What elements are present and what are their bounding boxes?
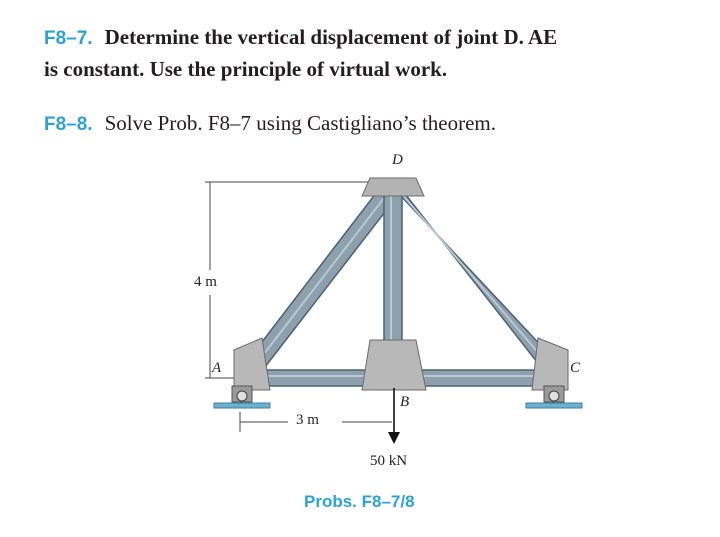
joint-label-c: C	[570, 360, 581, 376]
load-arrow	[388, 388, 400, 444]
height-dimension	[205, 182, 380, 378]
load-label: 50 kN	[370, 453, 408, 469]
problem-number: F8–8.	[44, 114, 93, 135]
joint-label-a: A	[212, 360, 222, 376]
span-dimension-label: 3 m	[296, 412, 319, 428]
problem-statement: Solve Prob. F8–7 using Castigliano’s theorem.	[104, 111, 497, 135]
joint-label-d: D	[392, 152, 403, 168]
truss-figure	[170, 150, 590, 480]
problem-statement-line2: is constant. Use the principle of virtual work.	[44, 57, 448, 81]
gusset-top	[362, 178, 424, 196]
problem-f8-8	[44, 108, 496, 140]
gusset-bottom-center	[362, 340, 426, 390]
problem-number: F8–7.	[44, 28, 93, 49]
figure-caption: Probs. F8–7/8	[304, 492, 415, 511]
problem-f8-7	[44, 22, 557, 85]
height-dimension-label: 4 m	[194, 274, 217, 290]
gusset-right	[532, 338, 568, 390]
problem-statement-line1: Determine the vertical displacement of joint D. AE	[104, 25, 558, 49]
truss-diagram	[170, 150, 590, 480]
joint-label-b: B	[400, 394, 410, 410]
